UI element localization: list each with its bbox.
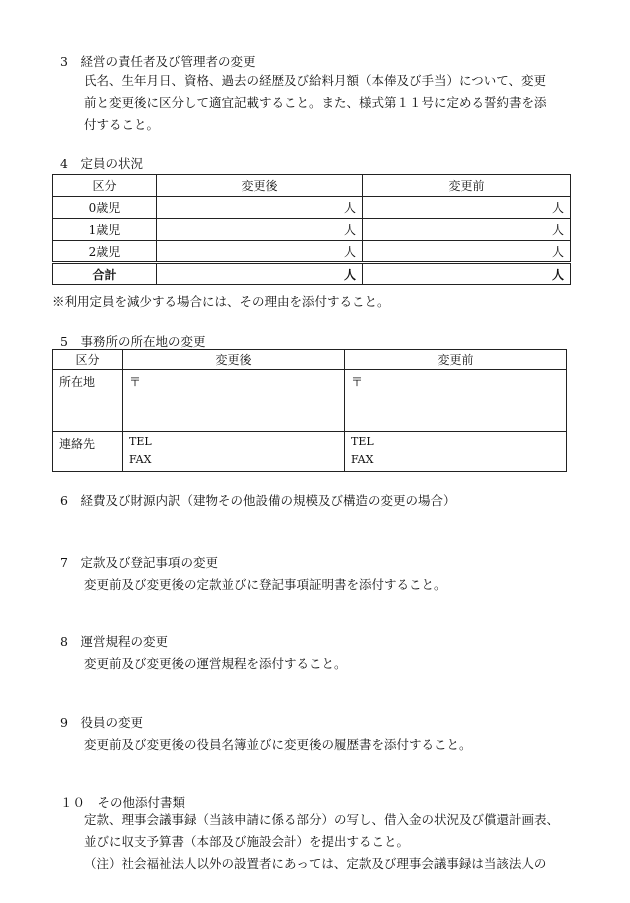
header-before: 変更前 bbox=[345, 350, 567, 370]
after-unit: 人 bbox=[157, 241, 363, 263]
contact-row bbox=[53, 432, 567, 472]
section-10-title: １０ その他添付書類 bbox=[60, 795, 186, 810]
address-label: 所在地 bbox=[53, 370, 123, 432]
section-7-body: 変更前及び変更後の定款並びに登記事項証明書を添付すること。 bbox=[84, 577, 447, 592]
row-label: 1歳児 bbox=[53, 219, 157, 241]
fax-label: FAX bbox=[129, 453, 152, 466]
section-8-body: 変更前及び変更後の運営規程を添付すること。 bbox=[84, 656, 347, 671]
section-7-title: 7 定款及び登記事項の変更 bbox=[60, 555, 218, 570]
row-label: 2歳児 bbox=[53, 241, 157, 263]
before-unit: 人 bbox=[363, 197, 571, 219]
capacity-note: ※利用定員を減少する場合には、その理由を添付すること。 bbox=[52, 294, 390, 309]
table-header-row bbox=[53, 350, 567, 370]
section-10-line: （注）社会福祉法人以外の設置者にあっては、定款及び理事会議事録は当該法人の bbox=[84, 856, 547, 871]
header-after: 変更後 bbox=[123, 350, 345, 370]
table-row bbox=[53, 241, 571, 263]
capacity-table bbox=[52, 174, 571, 285]
section-9-body: 変更前及び変更後の役員名簿並びに変更後の履歴書を添付すること。 bbox=[84, 737, 472, 752]
table-header-row bbox=[53, 175, 571, 197]
address-row bbox=[53, 370, 567, 432]
before-unit: 人 bbox=[363, 219, 571, 241]
section-4-title: 4 定員の状況 bbox=[60, 156, 143, 171]
tel-label: TEL bbox=[129, 435, 152, 448]
section-3-body bbox=[84, 70, 547, 136]
header-after: 変更後 bbox=[157, 175, 363, 197]
table-row bbox=[53, 219, 571, 241]
postal-before: 〒 bbox=[345, 370, 567, 432]
total-before-unit: 人 bbox=[363, 263, 571, 285]
row-label: 0歳児 bbox=[53, 197, 157, 219]
address-table bbox=[52, 349, 567, 472]
section-10-line: 定款、理事会議事録（当該申請に係る部分）の写し、借入金の状況及び償還計画表、 bbox=[84, 812, 560, 827]
section-3-line: 前と変更後に区分して適宜記載すること。また、様式第１１号に定める誓約書を添 bbox=[84, 95, 547, 110]
section-5-title: 5 事務所の所在地の変更 bbox=[60, 334, 206, 349]
section-10-body bbox=[84, 809, 559, 875]
postal-after: 〒 bbox=[123, 370, 345, 432]
section-3-line: 氏名、生年月日、資格、過去の経歴及び給料月額（本俸及び手当）について、変更 bbox=[84, 73, 547, 88]
section-8-title: 8 運営規程の変更 bbox=[60, 634, 168, 649]
contact-after bbox=[123, 432, 345, 472]
total-after-unit: 人 bbox=[157, 263, 363, 285]
after-unit: 人 bbox=[157, 219, 363, 241]
total-row bbox=[53, 263, 571, 285]
header-category: 区分 bbox=[53, 350, 123, 370]
total-label: 合計 bbox=[53, 263, 157, 285]
table-row bbox=[53, 197, 571, 219]
section-3-title: 3 経営の責任者及び管理者の変更 bbox=[60, 54, 256, 69]
tel-label: TEL bbox=[351, 435, 374, 448]
section-10-line: 並びに収支予算書（本部及び施設会計）を提出すること。 bbox=[84, 834, 410, 849]
fax-label: FAX bbox=[351, 453, 374, 466]
section-3-line: 付すること。 bbox=[84, 117, 160, 132]
before-unit: 人 bbox=[363, 241, 571, 263]
contact-label: 連絡先 bbox=[53, 432, 123, 472]
header-category: 区分 bbox=[53, 175, 157, 197]
contact-before bbox=[345, 432, 567, 472]
after-unit: 人 bbox=[157, 197, 363, 219]
section-6-title: 6 経費及び財源内訳（建物その他設備の規模及び構造の変更の場合） bbox=[60, 493, 456, 508]
header-before: 変更前 bbox=[363, 175, 571, 197]
section-9-title: 9 役員の変更 bbox=[60, 715, 143, 730]
